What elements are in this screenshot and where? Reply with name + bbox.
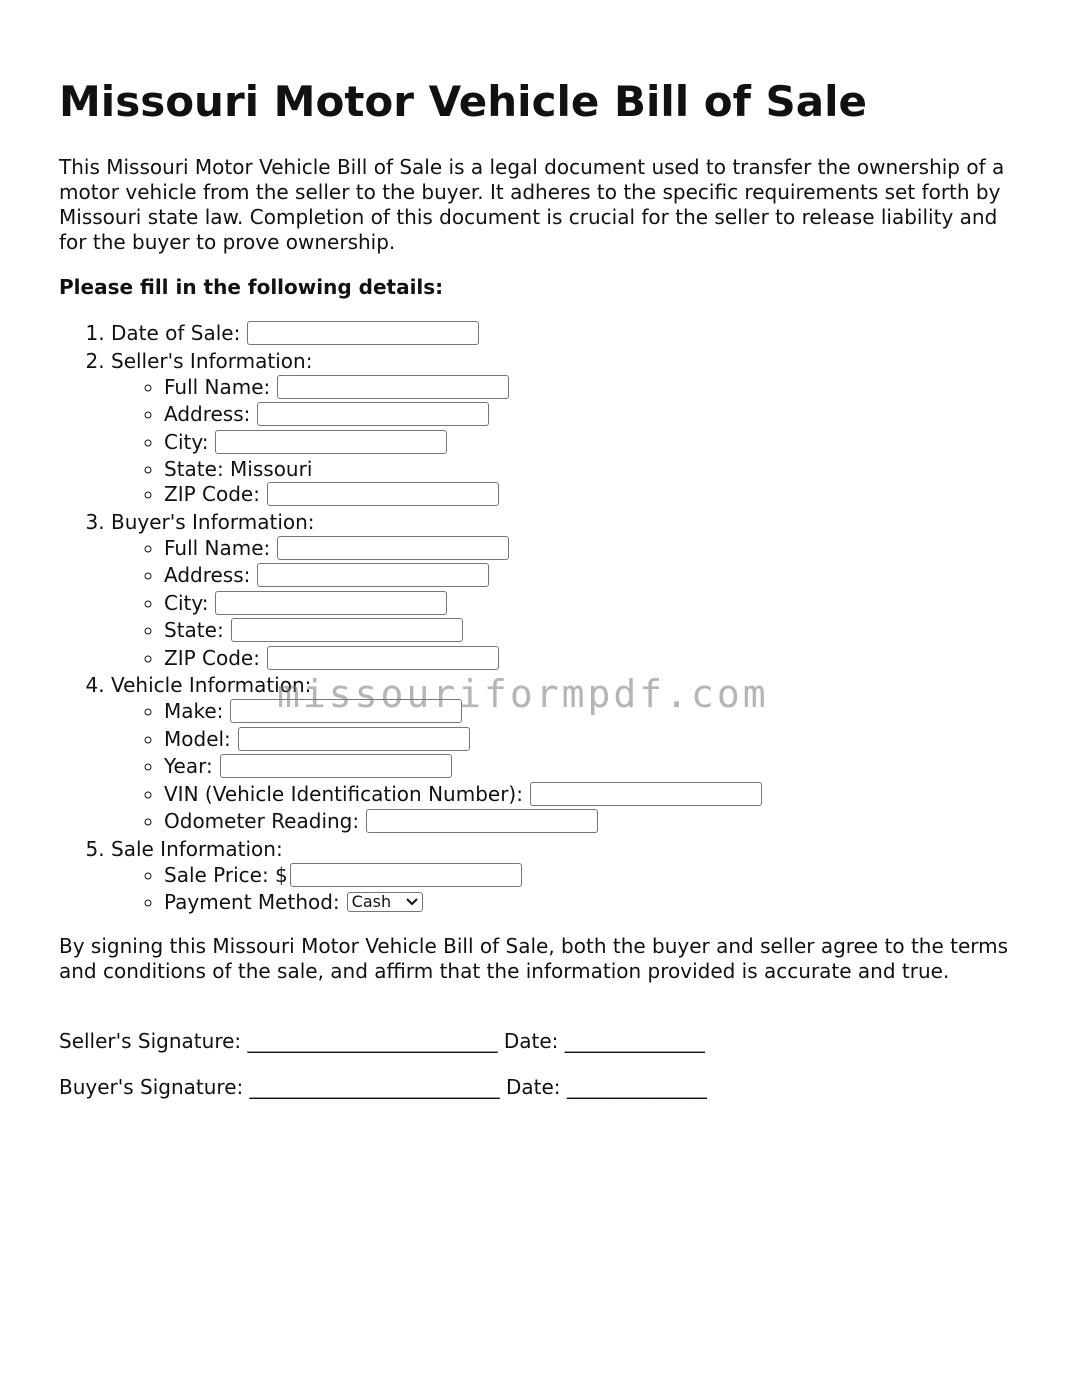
closing-paragraph: By signing this Missouri Motor Vehicle Bill of Sale, both the buyer and seller agree to the terms and conditions of the sale, and affirm that the information provided is accurate and true. [59, 934, 1009, 983]
seller-address-label: ◦ Address: [164, 402, 251, 426]
list-item-sale-info [111, 836, 762, 917]
list-item [164, 590, 762, 618]
payment-method-label: ◦ Payment Method: [164, 890, 340, 914]
buyer-info-list [111, 535, 762, 673]
buyer-zip-input[interactable] [267, 646, 499, 670]
buyer-city-label: ◦ City: [164, 590, 209, 615]
vehicle-make-label: ◦ Make: [164, 699, 224, 723]
seller-info-list [111, 374, 762, 509]
list-item [164, 562, 762, 590]
vehicle-info-list [111, 698, 762, 836]
list-item [164, 617, 762, 645]
list-item-vehicle-info [111, 672, 762, 836]
buyer-address-label: ◦ Address: [164, 563, 251, 587]
vehicle-info-heading: Vehicle Information: [111, 673, 312, 697]
vehicle-model-label: ◦ Model: [164, 726, 231, 751]
buyer-info-heading: Buyer's Information: [111, 509, 315, 534]
list-item [164, 889, 762, 917]
list-item [164, 645, 762, 673]
sale-info-heading: Sale Information: [111, 836, 283, 861]
payment-method-value: Cash [351, 892, 392, 911]
seller-address-input[interactable] [257, 402, 489, 426]
list-item [164, 481, 762, 509]
list-item [164, 535, 762, 563]
vehicle-year-label: ◦ Year: [164, 754, 213, 778]
list-item [164, 862, 762, 890]
seller-zip-input[interactable] [267, 482, 499, 506]
chevron-down-icon [406, 896, 418, 908]
seller-signature-line: Seller's Signature: _________________________ Date: ______________ [59, 1029, 705, 1053]
seller-city-label: ◦ City: [164, 429, 209, 454]
list-item [164, 429, 762, 457]
vehicle-odometer-input[interactable] [366, 809, 598, 833]
vehicle-odometer-label: ◦ Odometer Reading: [164, 809, 360, 833]
list-item-buyer-info [111, 509, 762, 673]
buyer-full-name-input[interactable] [277, 536, 509, 560]
list-item [164, 401, 762, 429]
vehicle-model-input[interactable] [238, 727, 470, 751]
buyer-state-input[interactable] [231, 618, 463, 642]
buyer-city-input[interactable] [215, 591, 447, 615]
watermark: missouriformpdf.com [277, 672, 769, 716]
buyer-full-name-label: ◦ Full Name: [164, 535, 271, 560]
vehicle-vin-label: ◦ VIN (Vehicle Identification Number): [164, 781, 523, 806]
list-item [164, 753, 762, 781]
payment-method-select[interactable] [347, 892, 423, 912]
seller-city-input[interactable] [215, 430, 447, 454]
buyer-zip-label: ◦ ZIP Code: [164, 645, 260, 670]
seller-state-text: State: Missouri [164, 457, 313, 481]
page-title: Missouri Motor Vehicle Bill of Sale [59, 77, 868, 126]
list-item-seller-info [111, 348, 762, 509]
buyer-signature-line: Buyer's Signature: _________________________ Date: ______________ [59, 1075, 707, 1099]
list-item [164, 374, 762, 402]
list-item [164, 726, 762, 754]
list-item [164, 781, 762, 809]
vehicle-vin-input[interactable] [530, 782, 762, 806]
date-of-sale-label: 1. Date of Sale: [111, 321, 241, 345]
list-item-date-of-sale [111, 320, 762, 348]
seller-zip-label: ◦ ZIP Code: [164, 482, 260, 506]
intro-paragraph: This Missouri Motor Vehicle Bill of Sale is a legal document used to transfer the ownership of a motor vehicle from the seller to the buyer. It adheres to the specific requirements set forth by Missouri state law. Completion of this document is crucial for the seller to release liability and for the buyer to prove ownership. [59, 155, 1005, 254]
seller-info-heading: Seller's Information: [111, 348, 313, 373]
list-item [164, 456, 762, 481]
instructions-heading: Please fill in the following details: [59, 275, 444, 299]
seller-full-name-input[interactable] [277, 375, 509, 399]
vehicle-year-input[interactable] [220, 754, 452, 778]
seller-full-name-label: ◦ Full Name: [164, 374, 271, 399]
vehicle-make-input[interactable] [230, 699, 462, 723]
sale-price-label: ◦ Sale Price: $ [164, 862, 288, 887]
list-item [164, 808, 762, 836]
date-of-sale-input[interactable] [247, 321, 479, 345]
form-list [59, 320, 762, 917]
buyer-address-input[interactable] [257, 563, 489, 587]
buyer-state-label: ◦ State: [164, 618, 224, 642]
sale-price-input[interactable] [290, 863, 522, 887]
sale-info-list [111, 862, 762, 917]
list-item [164, 698, 762, 726]
